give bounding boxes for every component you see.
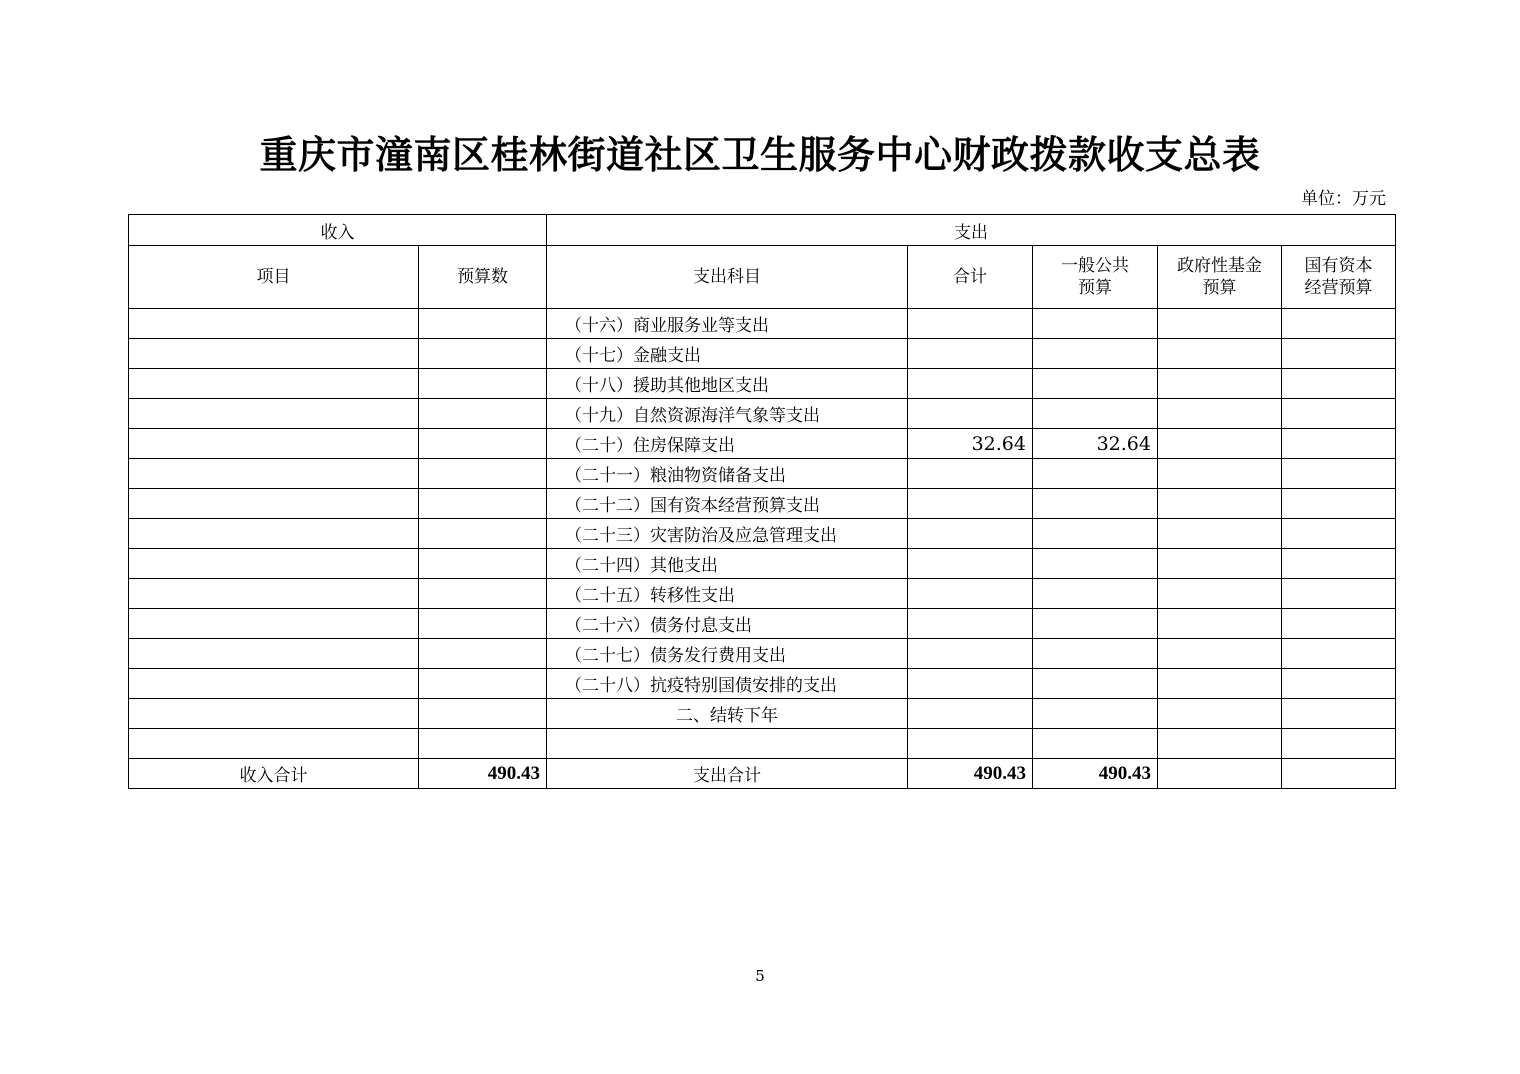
state-capital-budget-cell bbox=[1282, 519, 1396, 549]
fund-budget-cell bbox=[1158, 429, 1282, 459]
table-row bbox=[129, 369, 1396, 399]
income-item-cell bbox=[129, 579, 419, 609]
general-budget-cell: 32.64 bbox=[1033, 429, 1158, 459]
expense-section-header: 支出 bbox=[547, 215, 1396, 246]
section-header-row bbox=[129, 215, 1396, 246]
general-budget-cell bbox=[1033, 549, 1158, 579]
general-budget-cell bbox=[1033, 339, 1158, 369]
income-item-cell bbox=[129, 429, 419, 459]
income-item-cell bbox=[129, 549, 419, 579]
expense-total-cell bbox=[908, 489, 1033, 519]
col-header-item: 项目 bbox=[129, 246, 419, 309]
document-title: 重庆市潼南区桂林街道社区卫生服务中心财政拨款收支总表 bbox=[259, 133, 1261, 177]
general-budget-cell bbox=[1033, 579, 1158, 609]
general-budget-cell bbox=[1033, 369, 1158, 399]
fund-budget-cell bbox=[1158, 339, 1282, 369]
income-section-header: 收入 bbox=[129, 215, 547, 246]
income-budget-cell bbox=[419, 399, 547, 429]
state-capital-budget-cell bbox=[1282, 699, 1396, 729]
state-capital-budget-total-value bbox=[1282, 759, 1396, 789]
expense-item-cell: （十八）援助其他地区支出 bbox=[547, 369, 908, 399]
col-header-budget: 预算数 bbox=[419, 246, 547, 309]
expense-item-cell: 二、结转下年 bbox=[547, 699, 908, 729]
table-row bbox=[129, 639, 1396, 669]
income-total-label: 收入合计 bbox=[129, 759, 419, 789]
income-budget-cell bbox=[419, 639, 547, 669]
expense-total-value: 490.43 bbox=[908, 759, 1033, 789]
fund-budget-cell bbox=[1158, 519, 1282, 549]
state-capital-budget-cell bbox=[1282, 609, 1396, 639]
expense-item-cell: （二十五）转移性支出 bbox=[547, 579, 908, 609]
income-item-cell bbox=[129, 519, 419, 549]
table-row bbox=[129, 519, 1396, 549]
expense-total-cell bbox=[908, 579, 1033, 609]
income-item-cell bbox=[129, 609, 419, 639]
general-budget-cell bbox=[1033, 639, 1158, 669]
expense-total-cell bbox=[908, 549, 1033, 579]
fund-budget-cell bbox=[1158, 459, 1282, 489]
income-budget-cell bbox=[419, 669, 547, 699]
income-item-cell bbox=[129, 489, 419, 519]
expense-item-cell: （十九）自然资源海洋气象等支出 bbox=[547, 399, 908, 429]
fund-budget-cell bbox=[1158, 579, 1282, 609]
general-budget-cell bbox=[1033, 609, 1158, 639]
income-item-cell bbox=[129, 639, 419, 669]
income-budget-cell bbox=[419, 579, 547, 609]
fund-budget-cell bbox=[1158, 549, 1282, 579]
expense-item-cell: （十七）金融支出 bbox=[547, 339, 908, 369]
fund-budget-cell bbox=[1158, 369, 1282, 399]
expense-total-label: 支出合计 bbox=[547, 759, 908, 789]
expense-item-cell: （二十八）抗疫特别国债安排的支出 bbox=[547, 669, 908, 699]
general-budget-cell bbox=[1033, 459, 1158, 489]
income-budget-cell bbox=[419, 339, 547, 369]
page-number: 5 bbox=[755, 967, 765, 985]
general-budget-cell bbox=[1033, 699, 1158, 729]
expense-total-cell bbox=[908, 459, 1033, 489]
table-row bbox=[129, 669, 1396, 699]
expense-item-cell: （二十六）债务付息支出 bbox=[547, 609, 908, 639]
general-budget-cell bbox=[1033, 669, 1158, 699]
expense-item-cell bbox=[547, 729, 908, 759]
state-capital-budget-cell bbox=[1282, 339, 1396, 369]
income-budget-cell bbox=[419, 489, 547, 519]
expense-item-cell: （二十七）债务发行费用支出 bbox=[547, 639, 908, 669]
state-capital-budget-cell bbox=[1282, 399, 1396, 429]
expense-item-cell: （二十）住房保障支出 bbox=[547, 429, 908, 459]
income-budget-cell bbox=[419, 609, 547, 639]
income-total-value: 490.43 bbox=[419, 759, 547, 789]
table-row bbox=[129, 549, 1396, 579]
table-row bbox=[129, 609, 1396, 639]
totals-row bbox=[129, 759, 1396, 789]
general-budget-cell bbox=[1033, 309, 1158, 339]
expense-total-cell bbox=[908, 729, 1033, 759]
general-budget-total-value: 490.43 bbox=[1033, 759, 1158, 789]
expense-item-cell: （十六）商业服务业等支出 bbox=[547, 309, 908, 339]
table-row bbox=[129, 339, 1396, 369]
budget-summary-table bbox=[128, 214, 1396, 789]
fund-budget-cell bbox=[1158, 669, 1282, 699]
expense-total-cell bbox=[908, 309, 1033, 339]
income-budget-cell bbox=[419, 549, 547, 579]
fund-budget-cell bbox=[1158, 729, 1282, 759]
fund-budget-cell bbox=[1158, 699, 1282, 729]
income-budget-cell bbox=[419, 699, 547, 729]
state-capital-budget-cell bbox=[1282, 639, 1396, 669]
income-item-cell bbox=[129, 459, 419, 489]
table-row bbox=[129, 309, 1396, 339]
fund-budget-total-value bbox=[1158, 759, 1282, 789]
column-header-row bbox=[129, 246, 1396, 309]
state-capital-budget-cell bbox=[1282, 489, 1396, 519]
income-item-cell bbox=[129, 699, 419, 729]
income-budget-cell bbox=[419, 309, 547, 339]
expense-item-cell: （二十二）国有资本经营预算支出 bbox=[547, 489, 908, 519]
state-capital-budget-cell bbox=[1282, 369, 1396, 399]
expense-item-cell: （二十一）粮油物资储备支出 bbox=[547, 459, 908, 489]
table-row bbox=[129, 579, 1396, 609]
state-capital-budget-cell bbox=[1282, 429, 1396, 459]
state-capital-budget-cell bbox=[1282, 459, 1396, 489]
fund-budget-cell bbox=[1158, 309, 1282, 339]
table-row bbox=[129, 489, 1396, 519]
expense-total-cell bbox=[908, 669, 1033, 699]
state-capital-budget-cell bbox=[1282, 549, 1396, 579]
income-item-cell bbox=[129, 729, 419, 759]
expense-total-cell bbox=[908, 399, 1033, 429]
col-header-expense-item: 支出科目 bbox=[547, 246, 908, 309]
income-item-cell bbox=[129, 399, 419, 429]
expense-total-cell bbox=[908, 369, 1033, 399]
fund-budget-cell bbox=[1158, 639, 1282, 669]
expense-total-cell bbox=[908, 699, 1033, 729]
general-budget-cell bbox=[1033, 399, 1158, 429]
expense-total-cell bbox=[908, 639, 1033, 669]
general-budget-cell bbox=[1033, 519, 1158, 549]
expense-item-cell: （二十四）其他支出 bbox=[547, 549, 908, 579]
general-budget-cell bbox=[1033, 729, 1158, 759]
expense-item-cell: （二十三）灾害防治及应急管理支出 bbox=[547, 519, 908, 549]
fund-budget-cell bbox=[1158, 609, 1282, 639]
income-budget-cell bbox=[419, 729, 547, 759]
col-header-general-budget: 一般公共 预算 bbox=[1033, 246, 1158, 309]
unit-label: 单位：万元 bbox=[1301, 189, 1386, 209]
state-capital-budget-cell bbox=[1282, 729, 1396, 759]
income-item-cell bbox=[129, 669, 419, 699]
table-row bbox=[129, 399, 1396, 429]
col-header-state-capital-budget: 国有资本 经营预算 bbox=[1282, 246, 1396, 309]
table-row bbox=[129, 699, 1396, 729]
income-item-cell bbox=[129, 339, 419, 369]
state-capital-budget-cell bbox=[1282, 579, 1396, 609]
col-header-total: 合计 bbox=[908, 246, 1033, 309]
income-budget-cell bbox=[419, 429, 547, 459]
expense-total-cell bbox=[908, 339, 1033, 369]
col-header-fund-budget: 政府性基金 预算 bbox=[1158, 246, 1282, 309]
table-row bbox=[129, 729, 1396, 759]
expense-total-cell bbox=[908, 519, 1033, 549]
table-row bbox=[129, 459, 1396, 489]
fund-budget-cell bbox=[1158, 489, 1282, 519]
expense-total-cell: 32.64 bbox=[908, 429, 1033, 459]
income-item-cell bbox=[129, 369, 419, 399]
income-budget-cell bbox=[419, 519, 547, 549]
state-capital-budget-cell bbox=[1282, 669, 1396, 699]
income-budget-cell bbox=[419, 369, 547, 399]
expense-total-cell bbox=[908, 609, 1033, 639]
general-budget-cell bbox=[1033, 489, 1158, 519]
table-row bbox=[129, 429, 1396, 459]
fund-budget-cell bbox=[1158, 399, 1282, 429]
income-item-cell bbox=[129, 309, 419, 339]
state-capital-budget-cell bbox=[1282, 309, 1396, 339]
income-budget-cell bbox=[419, 459, 547, 489]
